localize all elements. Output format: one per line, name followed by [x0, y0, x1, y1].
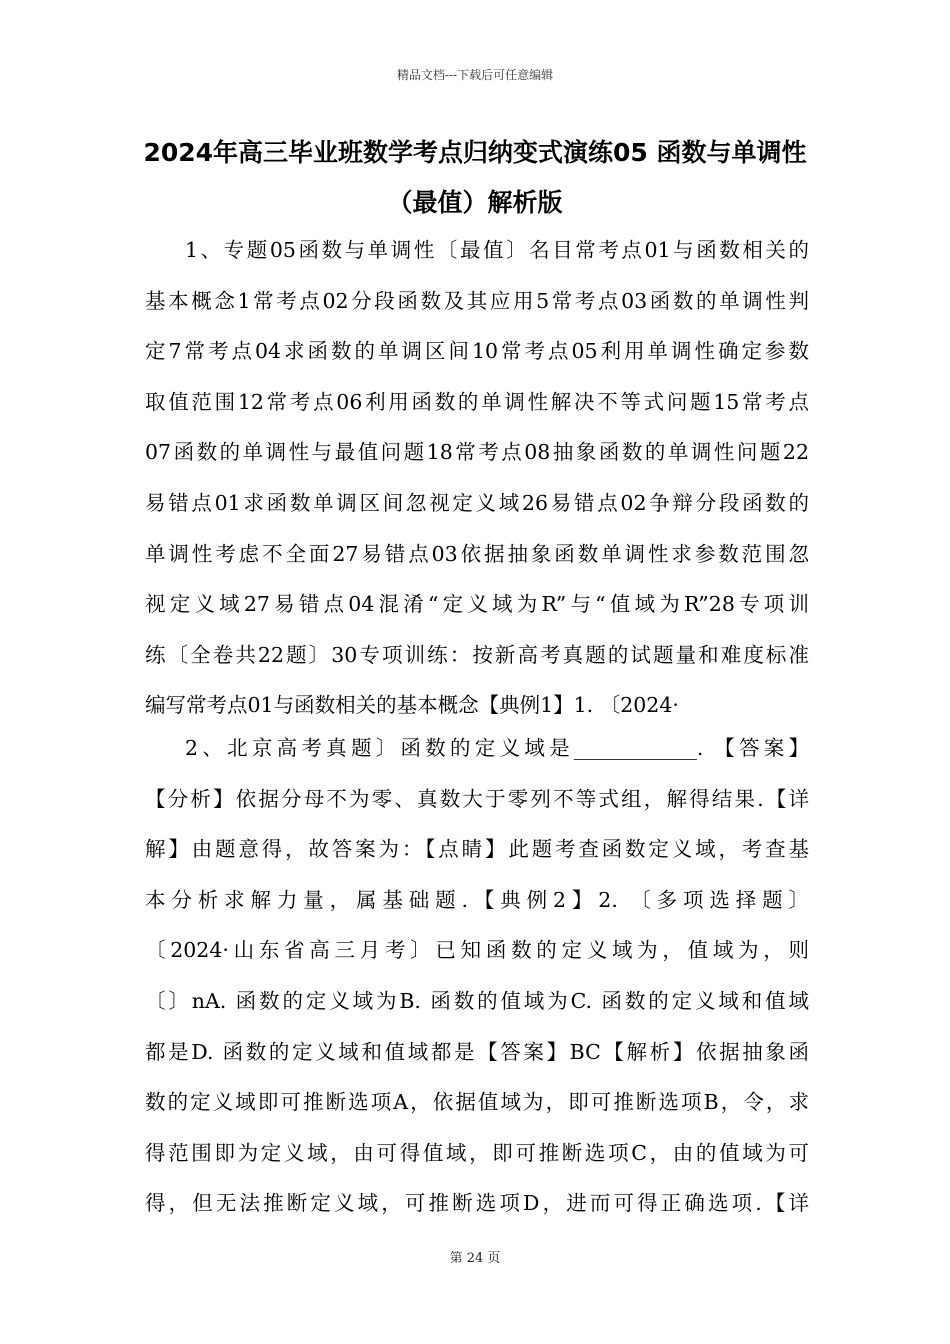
- text-line: 得范围即为定义域，由可得值域，即可推断选项C，由的值域为可: [145, 1140, 809, 1165]
- text-line: 2、北京高考真题〕函数的定义域是____________. 【答案】: [185, 736, 809, 760]
- text-line: 易错点01求函数单调区间忽视定义域26易错点02争辩分段函数的: [145, 490, 809, 515]
- text-line: 数的定义域即可推断选项A，依据值域为，即可推断选项B，令，求: [145, 1090, 809, 1115]
- page-header: 精品文档---下载后可任意编辑: [396, 68, 554, 82]
- text-line: 本分析求解力量，属基础题.【典例2】2. 〔多项选择题〕: [145, 887, 809, 912]
- text-line: 07函数的单调性与最值问题18常考点08抽象函数的单调性问题22: [145, 440, 809, 465]
- text-line: 解】由题意得，故答案为：【点睛】此题考查函数定义域，考查基: [145, 837, 809, 862]
- paragraph-1: [145, 225, 809, 731]
- text-line: 得，但无法推断定义域，可推断选项D，进而可得正确选项.【详: [145, 1191, 809, 1216]
- paragraph-2: [145, 723, 809, 1229]
- title-line-1: 2024年高三毕业班数学考点归纳变式演练05 函数与单调性: [143, 138, 807, 167]
- text-line: 练〔全卷共22题〕30专项训练：按新高考真题的试题量和难度标准: [145, 642, 809, 667]
- text-line: 编写常考点01与函数相关的基本概念【典例1】1. 〔2024·: [145, 693, 679, 718]
- text-line: 单调性考虑不全面27易错点03依据抽象函数单调性求参数范围忽: [145, 541, 809, 566]
- title-line-2: （最值）解析版: [387, 188, 563, 217]
- text-line: 都是D. 函数的定义域和值域都是【答案】BC【解析】依据抽象函: [145, 1039, 809, 1064]
- text-line: 【分析】依据分母不为零、真数大于零列不等式组，解得结果.【详: [145, 786, 809, 811]
- text-line: 基本概念1常考点02分段函数及其应用5常考点03函数的单调性判: [145, 288, 809, 313]
- text-line: 〔〕nA. 函数的定义域为B. 函数的值域为C. 函数的定义域和值域: [145, 988, 809, 1013]
- text-line: 取值范围12常考点06利用函数的单调性解决不等式问题15常考点: [145, 389, 809, 414]
- document-title: [140, 128, 810, 228]
- page-number: 第 24 页: [449, 1251, 501, 1266]
- text-line: 1、专题05函数与单调性〔最值〕名目常考点01与函数相关的: [185, 238, 809, 262]
- text-line: 定7常考点04求函数的单调区间10常考点05利用单调性确定参数: [145, 339, 809, 364]
- text-line: 视定义域27易错点04混淆“定义域为R”与“值域为R”28专项训: [145, 592, 809, 617]
- text-line: 〔2024·山东省高三月考〕已知函数的定义域为，值域为，则: [145, 938, 809, 963]
